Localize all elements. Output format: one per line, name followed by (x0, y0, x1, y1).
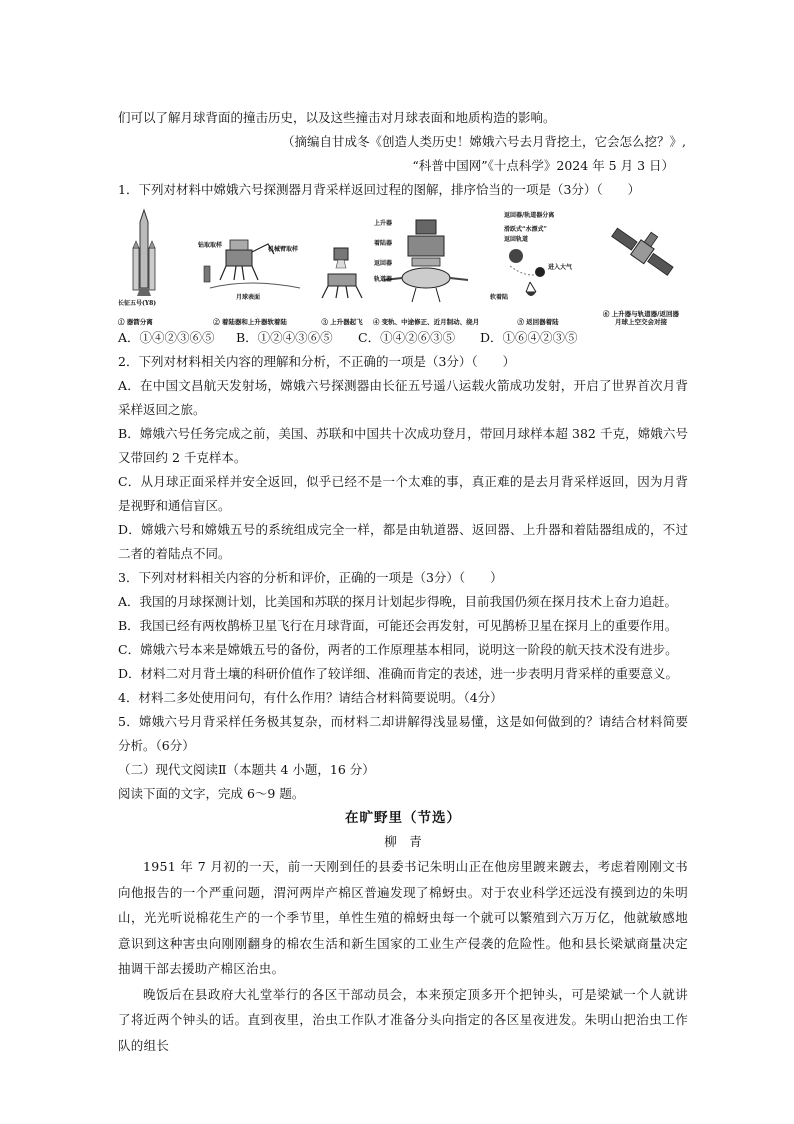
figure-step-2 (190, 208, 310, 326)
step-6-caption-line-1: ⑥ 上升器与轨道器/返回器 (602, 310, 680, 318)
skip-reentry-label: 滑跃式“水漂式” (504, 226, 547, 233)
separation-label: 返回器/轨道器分离 (504, 212, 555, 219)
ascender-icon (314, 208, 370, 308)
lander-part-label: 着陆器 (374, 240, 393, 247)
question-2-option-a: A．在中国文昌航天发射场，嫦娥六号探测器由长征五号遥八运载火箭成功发射，开启了世界首次月背采样返回之旅。 (118, 378, 688, 417)
story-paragraph-1: 1951 年 7 月初的一天，前一天刚到任的县委书记朱明山正在他房里踱来踱去，考虑着刚刚文书向他报告的一个严重问题，渭河两岸产棉区普遍发现了棉蚜虫。对于农业科学还远没有摸到边的朱明山，光光听说棉花生产的一个季节里，单性生殖的棉蚜虫每一个就可以繁殖到六万万亿，他就敏感地意识到这种害虫向刚刚翻身的棉农生活和新生国家的工业生产侵袭的危险性。他和县长梁斌商量决定抽调干部去援助产棉区治虫。 (118, 859, 688, 976)
figure-step-5 (486, 208, 590, 326)
question-5: 5．嫦娥六号月背采样任务极其复杂，而材料二却讲解得浅显易懂，这是如何做到的？请结合材料简要分析。（6分） (118, 714, 688, 753)
step-6-caption-line-2: 月球上空交会对接 (615, 318, 667, 326)
question-2-option-c: C．从月球正面采样并安全返回，似乎已经不是一个太难的事，真正难的是去月背采样返回，因为月背是视野和通信盲区。 (118, 474, 688, 513)
orbiter-part-label: 轨道器 (374, 276, 393, 283)
option-c[interactable]: C．①④②⑥③⑤ (358, 330, 456, 345)
figure-step-3 (314, 208, 370, 326)
source-line-1: （摘编自甘成冬《创造人类历史！嫦娥六号去月背挖土，它会怎么挖？》, (282, 134, 686, 149)
option-b[interactable]: B．①②④③⑥⑤ (236, 330, 333, 345)
returner-part-label: 返回器 (374, 260, 393, 267)
figure-step-6 (594, 208, 688, 326)
rocket-label: 长征五号(Y8) (118, 300, 157, 307)
enter-atmosphere-label: 进入大气 (548, 264, 573, 271)
option-a[interactable]: A．①④②③⑥⑤ (118, 330, 215, 345)
rocket-icon (118, 208, 170, 308)
sampling-process-figure (118, 208, 688, 326)
question-1-stem: 1．下列对材料中嫦娥六号探测器月背采样返回过程的图解，排序恰当的一项是（3分）（ ） (118, 182, 641, 197)
question-1-options (118, 326, 688, 350)
question-3-option-a: A．我国的月球探测计划，比美国和苏联的探月计划起步得晚，目前我国仍须在探月技术上奋力追赶。 (118, 594, 678, 609)
arm-label: 机械臂取样 (268, 246, 299, 253)
step-3-caption: ③ 上升器起飞 (321, 318, 363, 326)
question-2-option-b: B．嫦娥六号任务完成之前，美国、苏联和中国共十次成功登月，带回月球样本超 382 千克，嫦娥六号又带回约 2 千克样本。 (118, 426, 688, 465)
soft-landing-label: 软着陆 (490, 294, 509, 301)
section-instruction: 阅读下面的文字，完成 6～9 题。 (118, 786, 305, 801)
ascender-part-label: 上升器 (374, 220, 393, 227)
step-4-caption: ④ 变轨、中途修正、近月制动、绕月 (372, 318, 480, 326)
question-3-stem: 3．下列对材料相关内容的分析和评价，正确的一项是（3分）（ ） (118, 570, 503, 585)
question-4: 4．材料二多处使用问句，有什么作用？请结合材料简要说明。（4分） (118, 690, 503, 705)
question-3-option-c: C．嫦娥六号本来是嫦娥五号的备份，两者的工作原理基本相同，说明这一阶段的航天技术没有进步。 (118, 642, 678, 657)
step-2-caption: ② 着陆器和上升器软着陆 (213, 318, 287, 326)
intro-line: 们可以了解月球背面的撞击历史，以及这些撞击对月球表面和地质构造的影响。 (118, 110, 556, 125)
question-3-option-d: D．材料二对月背土壤的科研价值作了较详细、准确而肯定的表述，进一步表明月背采样的重要意义。 (118, 666, 679, 681)
figure-step-4 (372, 208, 480, 326)
step-1-caption: ① 器箭分离 (118, 318, 153, 326)
docking-spacecraft-icon (594, 208, 688, 304)
section-heading: （二）现代文阅读Ⅱ（本题共 4 小题，16 分） (118, 762, 375, 777)
source-line-2: “科普中国网”《十点科学》2024 年 5 月 3 日） (412, 158, 674, 173)
return-orbit-label: 返回轨道 (504, 236, 529, 243)
option-d[interactable]: D．①⑥④②③⑤ (480, 330, 578, 345)
step-5-caption: ⑤ 返回器着陆 (517, 318, 559, 326)
drill-label: 钻取取样 (198, 242, 223, 249)
question-3-option-b: B．我国已经有两枚鹊桥卫星飞行在月球背面，可能还会再发射，可见鹊桥卫星在探月上的重要作用。 (118, 618, 678, 633)
exam-page (118, 106, 688, 1058)
question-2-option-d: D．嫦娥六号和嫦娥五号的系统组成完全一样，都是由轨道器、返回器、上升器和着陆器组成的，不过二者的着陆点不同。 (118, 522, 688, 561)
story-title: 在旷野里（节选） (345, 810, 461, 826)
story-paragraph-2: 晚饭后在县政府大礼堂举行的各区干部动员会，本来预定顶多开个把钟头，可是梁斌一个人就讲了将近两个钟头的话。直到夜里，治虫工作队才准备分头向指定的各区星夜进发。朱明山把治虫工作队的组长 (118, 986, 688, 1053)
story-author: 柳 青 (384, 834, 422, 849)
question-2-stem: 2．下列对材料相关内容的理解和分析，不正确的一项是（3分）（ ） (118, 354, 516, 369)
surface-label: 月球表面 (236, 294, 261, 301)
figure-step-1 (118, 208, 170, 326)
